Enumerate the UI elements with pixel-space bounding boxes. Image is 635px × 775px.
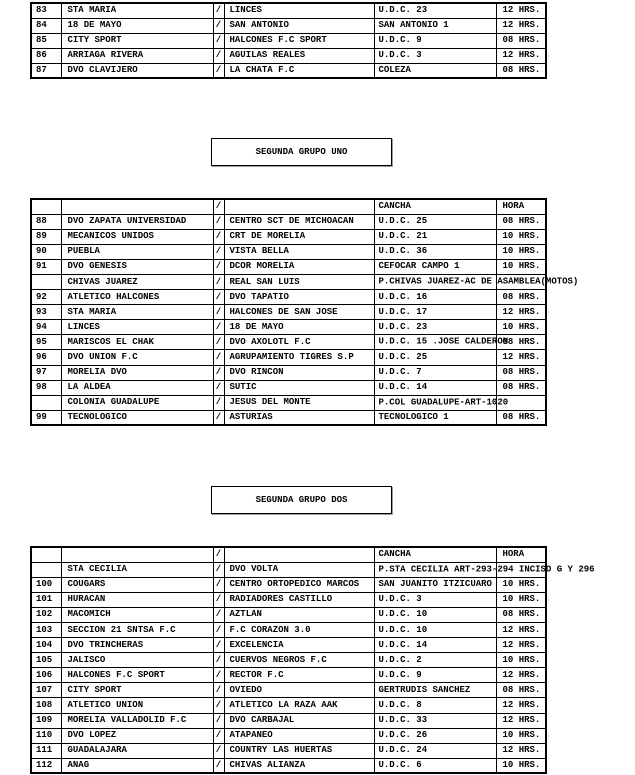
- cancha-cell: CEFOCAR CAMPO 1: [374, 259, 496, 274]
- away-team-cell: RADIADORES CASTILLO: [224, 592, 374, 607]
- separator-cell: /: [213, 728, 224, 743]
- separator-cell: /: [213, 365, 224, 380]
- match-number-cell: 91: [31, 259, 61, 274]
- header-num-cell: [31, 199, 61, 214]
- home-team-cell: CITY SPORT: [61, 33, 213, 48]
- cancha-cell-overflow-text: U.D.C. 15 .JOSE CALDERON: [378, 336, 509, 347]
- cancha-cell-overflow-text: P.COL GUADALUPE-ART-1020: [378, 397, 509, 408]
- separator-cell: /: [213, 199, 224, 214]
- match-number-cell: 112: [31, 758, 61, 773]
- header-away-cell: [224, 547, 374, 562]
- table-header-row: [31, 199, 546, 214]
- away-team-cell: ATAPANEO: [224, 728, 374, 743]
- away-team-cell: DVO VOLTA: [224, 562, 374, 577]
- away-team-cell: DVO TAPATIO: [224, 290, 374, 305]
- table-row: [31, 743, 546, 758]
- hora-cell: 10 HRS.: [496, 758, 546, 773]
- cancha-cell: U.D.C. 23: [374, 320, 496, 335]
- table-row: [31, 683, 546, 698]
- table-row: [31, 380, 546, 395]
- match-number-cell: 105: [31, 653, 61, 668]
- away-team-cell: CRT DE MORELIA: [224, 229, 374, 244]
- table-row: [31, 410, 546, 425]
- home-team-cell: ARRIAGA RIVERA: [61, 48, 213, 63]
- separator-cell: /: [213, 244, 224, 259]
- match-number-cell: 104: [31, 638, 61, 653]
- home-team-cell: DVO LOPEZ: [61, 728, 213, 743]
- away-team-cell: OVIEDO: [224, 683, 374, 698]
- cancha-cell: U.D.C. 16: [374, 290, 496, 305]
- hora-cell: 10 HRS.: [496, 592, 546, 607]
- cancha-cell: SAN ANTONIO 1: [374, 18, 496, 33]
- match-number-cell: 83: [31, 3, 61, 18]
- hora-cell: 12 HRS.: [496, 350, 546, 365]
- cancha-cell: TECNOLOGICO 1: [374, 410, 496, 425]
- match-number-cell: 103: [31, 622, 61, 637]
- table-row: [31, 335, 546, 350]
- away-team-cell: AGRUPAMIENTO TIGRES S.P: [224, 350, 374, 365]
- table-row: [31, 758, 546, 773]
- separator-cell: /: [213, 3, 224, 18]
- table-row: [31, 229, 546, 244]
- away-team-cell: HALCONES DE SAN JOSE: [224, 305, 374, 320]
- home-team-cell: HALCONES F.C SPORT: [61, 668, 213, 683]
- section-title-grupo-uno: [211, 138, 392, 166]
- match-number-cell: 95: [31, 335, 61, 350]
- table-row: [31, 562, 546, 577]
- separator-cell: /: [213, 350, 224, 365]
- away-team-cell: VISTA BELLA: [224, 244, 374, 259]
- match-number-cell: [31, 562, 61, 577]
- hora-cell: 12 HRS.: [496, 668, 546, 683]
- separator-cell: /: [213, 743, 224, 758]
- table-row: [31, 274, 546, 289]
- away-team-cell: ASTURIAS: [224, 410, 374, 425]
- table-row: [31, 728, 546, 743]
- match-number-cell: 94: [31, 320, 61, 335]
- hora-cell: 08 HRS.: [496, 365, 546, 380]
- match-number-cell: 98: [31, 380, 61, 395]
- away-team-cell: CENTRO ORTOPEDICO MARCOS: [224, 577, 374, 592]
- table-row: [31, 350, 546, 365]
- home-team-cell: TECNOLOGICO: [61, 410, 213, 425]
- match-number-cell: 102: [31, 607, 61, 622]
- home-team-cell: GUADALAJARA: [61, 743, 213, 758]
- table-row: [31, 3, 546, 18]
- table-row: [31, 63, 546, 78]
- match-number-cell: 99: [31, 410, 61, 425]
- away-team-cell: LA CHATA F.C: [224, 63, 374, 78]
- separator-cell: /: [213, 698, 224, 713]
- home-team-cell: ATLETICO UNION: [61, 698, 213, 713]
- header-hora-cell: HORA: [496, 547, 546, 562]
- home-team-cell: STA MARIA: [61, 3, 213, 18]
- hora-cell: 08 HRS.: [496, 290, 546, 305]
- cancha-cell: U.D.C. 2: [374, 653, 496, 668]
- away-team-cell: DVO AXOLOTL F.C: [224, 335, 374, 350]
- hora-cell: 12 HRS.: [496, 18, 546, 33]
- hora-cell: 10 HRS.: [496, 259, 546, 274]
- away-team-cell: SAN ANTONIO: [224, 18, 374, 33]
- table-row: [31, 395, 546, 410]
- cancha-cell: U.D.C. 25: [374, 350, 496, 365]
- away-team-cell: RECTOR F.C: [224, 668, 374, 683]
- schedule-table-grupo-uno: [30, 198, 579, 426]
- separator-cell: /: [213, 305, 224, 320]
- home-team-cell: MACOMICH: [61, 607, 213, 622]
- home-team-cell: MECANICOS UNIDOS: [61, 229, 213, 244]
- cancha-cell-overflow-text: P.STA CECILIA ART-293-294 INCISO G Y 296: [378, 564, 595, 575]
- cancha-cell: [374, 274, 579, 289]
- table-row: [31, 33, 546, 48]
- away-team-cell: LINCES: [224, 3, 374, 18]
- hora-cell: 08 HRS.: [496, 214, 546, 229]
- match-number-cell: 90: [31, 244, 61, 259]
- table-row: [31, 668, 546, 683]
- separator-cell: /: [213, 259, 224, 274]
- separator-cell: /: [213, 758, 224, 773]
- table-row: [31, 622, 546, 637]
- separator-cell: /: [213, 335, 224, 350]
- separator-cell: /: [213, 395, 224, 410]
- cancha-cell: U.D.C. 6: [374, 758, 496, 773]
- hora-cell: 08 HRS.: [496, 380, 546, 395]
- home-team-cell: COUGARS: [61, 577, 213, 592]
- match-number-cell: 89: [31, 229, 61, 244]
- separator-cell: /: [213, 380, 224, 395]
- home-team-cell: MARISCOS EL CHAK: [61, 335, 213, 350]
- cancha-cell-overflow-text: P.CHIVAS JUAREZ-AC DE ASAMBLEA(MOTOS): [378, 276, 579, 287]
- cancha-cell: U.D.C. 3: [374, 592, 496, 607]
- hora-cell: 12 HRS.: [496, 638, 546, 653]
- hora-cell: 08 HRS.: [496, 607, 546, 622]
- table-row: [31, 713, 546, 728]
- schedule-table-grupo-dos: [30, 546, 595, 774]
- hora-cell: 10 HRS.: [496, 229, 546, 244]
- away-team-cell: CENTRO SCT DE MICHOACAN: [224, 214, 374, 229]
- cancha-cell: U.D.C. 25: [374, 214, 496, 229]
- away-team-cell: HALCONES F.C SPORT: [224, 33, 374, 48]
- home-team-cell: JALISCO: [61, 653, 213, 668]
- section-title-grupo-dos: [211, 486, 392, 514]
- home-team-cell: DVO GENESIS: [61, 259, 213, 274]
- hora-cell: 10 HRS.: [496, 244, 546, 259]
- cancha-cell: U.D.C. 9: [374, 668, 496, 683]
- hora-cell: 12 HRS.: [496, 713, 546, 728]
- table-row: [31, 48, 546, 63]
- match-number-cell: 93: [31, 305, 61, 320]
- table-row: [31, 592, 546, 607]
- hora-cell: 08 HRS.: [496, 63, 546, 78]
- away-team-cell: CHIVAS ALIANZA: [224, 758, 374, 773]
- cancha-cell: U.D.C. 36: [374, 244, 496, 259]
- separator-cell: /: [213, 592, 224, 607]
- header-hora-cell: HORA: [496, 199, 546, 214]
- cancha-cell: U.D.C. 17: [374, 305, 496, 320]
- home-team-cell: MORELIA DVO: [61, 365, 213, 380]
- cancha-cell: U.D.C. 23: [374, 3, 496, 18]
- home-team-cell: ATLETICO HALCONES: [61, 290, 213, 305]
- match-number-cell: 96: [31, 350, 61, 365]
- away-team-cell: COUNTRY LAS HUERTAS: [224, 743, 374, 758]
- separator-cell: /: [213, 410, 224, 425]
- home-team-cell: 18 DE MAYO: [61, 18, 213, 33]
- match-number-cell: 101: [31, 592, 61, 607]
- hora-cell: 08 HRS.: [496, 683, 546, 698]
- separator-cell: /: [213, 562, 224, 577]
- match-number-cell: 86: [31, 48, 61, 63]
- table-row: [31, 653, 546, 668]
- table-row: [31, 214, 546, 229]
- separator-cell: /: [213, 63, 224, 78]
- home-team-cell: SECCION 21 SNTSA F.C: [61, 622, 213, 637]
- hora-cell: 10 HRS.: [496, 320, 546, 335]
- cancha-cell: U.D.C. 9: [374, 33, 496, 48]
- table-row: [31, 577, 546, 592]
- separator-cell: /: [213, 607, 224, 622]
- cancha-cell: U.D.C. 14: [374, 638, 496, 653]
- header-cancha-cell: CANCHA: [374, 547, 496, 562]
- match-number-cell: 100: [31, 577, 61, 592]
- home-team-cell: MORELIA VALLADOLID F.C: [61, 713, 213, 728]
- away-team-cell: CUERVOS NEGROS F.C: [224, 653, 374, 668]
- header-away-cell: [224, 199, 374, 214]
- home-team-cell: CITY SPORT: [61, 683, 213, 698]
- away-team-cell: REAL SAN LUIS: [224, 274, 374, 289]
- hora-cell: 12 HRS.: [496, 698, 546, 713]
- home-team-cell: PUEBLA: [61, 244, 213, 259]
- hora-cell: 10 HRS.: [496, 577, 546, 592]
- separator-cell: /: [213, 48, 224, 63]
- home-team-cell: HURACAN: [61, 592, 213, 607]
- cancha-cell: [374, 395, 509, 410]
- separator-cell: /: [213, 274, 224, 289]
- match-number-cell: 109: [31, 713, 61, 728]
- hora-cell: 08 HRS.: [496, 33, 546, 48]
- cancha-cell: COLEZA: [374, 63, 496, 78]
- table-row: [31, 320, 546, 335]
- table-row: [31, 18, 546, 33]
- home-team-cell: CHIVAS JUAREZ: [61, 274, 213, 289]
- hora-cell: 08 HRS.: [496, 335, 546, 350]
- hora-cell: 12 HRS.: [496, 305, 546, 320]
- cancha-cell: U.D.C. 26: [374, 728, 496, 743]
- away-team-cell: JESUS DEL MONTE: [224, 395, 374, 410]
- hora-cell: 08 HRS.: [496, 410, 546, 425]
- table-row: [31, 244, 546, 259]
- hora-cell: 10 HRS.: [496, 653, 546, 668]
- separator-cell: /: [213, 18, 224, 33]
- hora-cell: 10 HRS.: [496, 728, 546, 743]
- separator-cell: /: [213, 638, 224, 653]
- cancha-cell: U.D.C. 8: [374, 698, 496, 713]
- match-number-cell: 87: [31, 63, 61, 78]
- cancha-cell: U.D.C. 14: [374, 380, 496, 395]
- away-team-cell: DVO RINCON: [224, 365, 374, 380]
- separator-cell: /: [213, 577, 224, 592]
- table-row: [31, 607, 546, 622]
- match-number-cell: 108: [31, 698, 61, 713]
- home-team-cell: LINCES: [61, 320, 213, 335]
- match-number-cell: 84: [31, 18, 61, 33]
- table-row: [31, 638, 546, 653]
- table-row: [31, 365, 546, 380]
- home-team-cell: COLONIA GUADALUPE: [61, 395, 213, 410]
- separator-cell: /: [213, 33, 224, 48]
- hora-cell: 12 HRS.: [496, 622, 546, 637]
- home-team-cell: ANAG: [61, 758, 213, 773]
- schedule-table-top: [30, 2, 547, 79]
- separator-cell: /: [213, 547, 224, 562]
- cancha-cell: U.D.C. 21: [374, 229, 496, 244]
- separator-cell: /: [213, 713, 224, 728]
- separator-cell: /: [213, 668, 224, 683]
- cancha-cell: U.D.C. 3: [374, 48, 496, 63]
- table-row: [31, 305, 546, 320]
- cancha-cell: [374, 562, 595, 577]
- separator-cell: /: [213, 622, 224, 637]
- header-num-cell: [31, 547, 61, 562]
- cancha-cell: U.D.C. 10: [374, 622, 496, 637]
- away-team-cell: F.C CORAZON 3.0: [224, 622, 374, 637]
- section-title-text: SEGUNDA GRUPO DOS: [255, 495, 348, 505]
- match-number-cell: 106: [31, 668, 61, 683]
- match-number-cell: 97: [31, 365, 61, 380]
- match-number-cell: 92: [31, 290, 61, 305]
- away-team-cell: EXCELENCIA: [224, 638, 374, 653]
- cancha-cell: U.D.C. 33: [374, 713, 496, 728]
- separator-cell: /: [213, 290, 224, 305]
- away-team-cell: DVO CARBAJAL: [224, 713, 374, 728]
- home-team-cell: DVO CLAVIJERO: [61, 63, 213, 78]
- cancha-cell: U.D.C. 7: [374, 365, 496, 380]
- separator-cell: /: [213, 653, 224, 668]
- table-row: [31, 259, 546, 274]
- away-team-cell: AZTLAN: [224, 607, 374, 622]
- hora-cell: 12 HRS.: [496, 743, 546, 758]
- match-number-cell: [31, 274, 61, 289]
- separator-cell: /: [213, 214, 224, 229]
- cancha-cell: GERTRUDIS SANCHEZ: [374, 683, 496, 698]
- hora-cell: 12 HRS.: [496, 3, 546, 18]
- match-number-cell: 110: [31, 728, 61, 743]
- table-row: [31, 290, 546, 305]
- cancha-cell: [374, 335, 509, 350]
- home-team-cell: LA ALDEA: [61, 380, 213, 395]
- cancha-cell: SAN JUANITO ITZICUARO: [374, 577, 496, 592]
- header-home-cell: [61, 199, 213, 214]
- cancha-cell: U.D.C. 24: [374, 743, 496, 758]
- match-number-cell: 85: [31, 33, 61, 48]
- hora-cell: 12 HRS.: [496, 48, 546, 63]
- away-team-cell: 18 DE MAYO: [224, 320, 374, 335]
- away-team-cell: ATLETICO LA RAZA AAK: [224, 698, 374, 713]
- match-number-cell: 111: [31, 743, 61, 758]
- away-team-cell: SUTIC: [224, 380, 374, 395]
- match-number-cell: 107: [31, 683, 61, 698]
- home-team-cell: STA MARIA: [61, 305, 213, 320]
- separator-cell: /: [213, 229, 224, 244]
- section-title-text: SEGUNDA GRUPO UNO: [255, 147, 348, 157]
- home-team-cell: DVO UNION F.C: [61, 350, 213, 365]
- home-team-cell: DVO ZAPATA UNIVERSIDAD: [61, 214, 213, 229]
- header-home-cell: [61, 547, 213, 562]
- match-number-cell: 88: [31, 214, 61, 229]
- separator-cell: /: [213, 683, 224, 698]
- cancha-cell: U.D.C. 10: [374, 607, 496, 622]
- home-team-cell: STA CECILIA: [61, 562, 213, 577]
- table-row: [31, 698, 546, 713]
- away-team-cell: DCOR MORELIA: [224, 259, 374, 274]
- away-team-cell: AGUILAS REALES: [224, 48, 374, 63]
- header-cancha-cell: CANCHA: [374, 199, 496, 214]
- table-header-row: [31, 547, 546, 562]
- match-number-cell: [31, 395, 61, 410]
- home-team-cell: DVO TRINCHERAS: [61, 638, 213, 653]
- separator-cell: /: [213, 320, 224, 335]
